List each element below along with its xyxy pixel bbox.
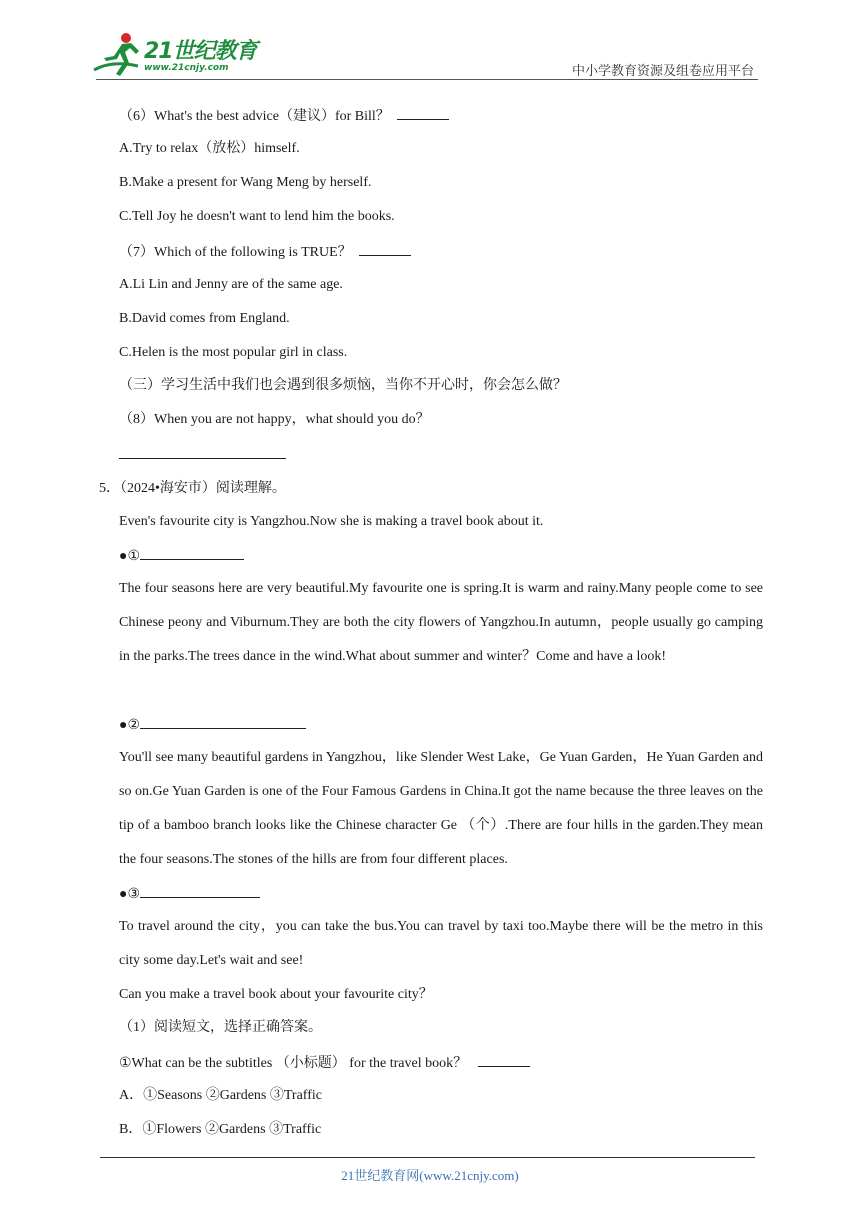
closing-question: Can you make a travel book about your favourite city？ bbox=[119, 987, 433, 1002]
platform-title: 中小学教育资源及组卷应用平台 bbox=[571, 63, 754, 78]
page-header bbox=[0, 0, 860, 80]
question-5-heading: 5．（2024•海安市）阅读理解。 bbox=[99, 481, 286, 496]
question-7: （7）Which of the following is TRUE？ bbox=[119, 241, 411, 263]
answer-blank[interactable] bbox=[397, 105, 449, 120]
option: C.Helen is the most popular girl in class. bbox=[119, 345, 348, 360]
paragraph-seasons: The four seasons here are very beautiful.My favourite one is spring.It is warm and rainy.Many people come to see Chinese peony and Viburnum.They are both the city flowers of Yangzhou.In autumn，people usually go camping in the parks.The trees dance in the wind.What about summer and winter？Come and have a look! bbox=[119, 581, 763, 664]
paragraph-traffic: To travel around the city，you can take the bus.You can travel by taxi too.Maybe there will be the metro in this city some day.Let's wait and see! bbox=[119, 919, 763, 968]
paragraph-gardens: You'll see many beautiful gardens in Yangzhou，like Slender West Lake，Ge Yuan Garden，He Yuan Garden and so on.Ge Yuan Garden is one of the Four Famous Gardens in China.It got the name because the three leaves on the tip of a bamboo branch looks like the Chinese character Ge （个）.There are four hills in the garden.They mean the four seasons.The stones of the hills are from four different places. bbox=[119, 750, 763, 867]
option: C.Tell Joy he doesn't want to lend him the books. bbox=[119, 209, 395, 224]
option: B.David comes from England. bbox=[119, 311, 290, 326]
subtitle-blank-1: ●① bbox=[119, 545, 244, 567]
runner-logo-icon bbox=[92, 30, 146, 78]
option-a: A．①Seasons ②Gardens ③Traffic bbox=[119, 1088, 322, 1103]
subquestion-1-heading: （1）阅读短文，选择正确答案。 bbox=[119, 1020, 322, 1035]
logo-url: www.21cnjy.com bbox=[144, 63, 229, 73]
footer-text: 21世纪教育网(www.21cnjy.com) bbox=[341, 1168, 519, 1183]
logo-text: 21世纪教育 bbox=[144, 39, 257, 64]
answer-blank[interactable] bbox=[478, 1052, 530, 1067]
subtitle-blank-3: ●③ bbox=[119, 883, 260, 905]
option: A.Li Lin and Jenny are of the same age. bbox=[119, 277, 343, 292]
option-b: B．①Flowers ②Gardens ③Traffic bbox=[119, 1122, 322, 1137]
intro-text: Even's favourite city is Yangzhou.Now she is making a travel book about it. bbox=[119, 514, 544, 529]
footer-divider bbox=[100, 1157, 755, 1158]
question-6: （6）What's the best advice（建议）for Bill？ bbox=[119, 105, 449, 127]
answer-line[interactable] bbox=[119, 444, 286, 466]
section-3-heading: （三）学习生活中我们也会遇到很多烦恼，当你不开心时，你会怎么做？ bbox=[119, 378, 567, 393]
option: B.Make a present for Wang Meng by herself. bbox=[119, 175, 372, 190]
subquestion-1: ①What can be the subtitles （小标题） for the travel book？ bbox=[119, 1052, 530, 1074]
answer-blank[interactable] bbox=[359, 241, 411, 256]
question-8: （8）When you are not happy，what should you do？ bbox=[119, 412, 430, 427]
option: A.Try to relax（放松）himself. bbox=[119, 141, 300, 156]
header-divider bbox=[96, 79, 758, 80]
subtitle-blank-2: ●② bbox=[119, 714, 306, 736]
logo bbox=[92, 30, 262, 80]
